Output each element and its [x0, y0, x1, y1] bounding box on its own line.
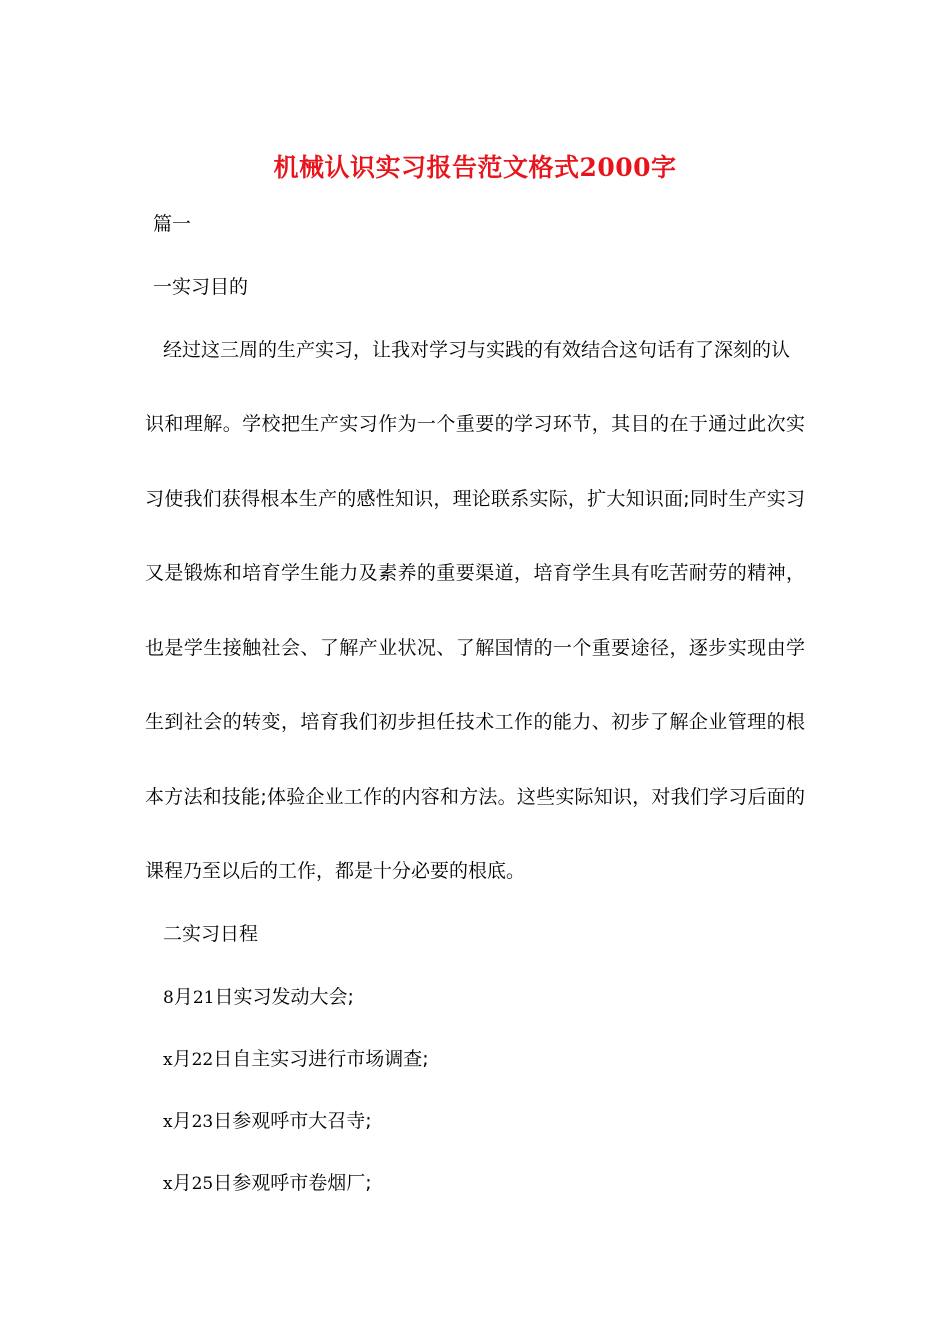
month-char: 月	[172, 1110, 192, 1132]
schedule-month: x	[163, 1174, 173, 1194]
schedule-event: 日参观呼市卷烟厂;	[213, 1172, 372, 1194]
schedule-item	[163, 1045, 429, 1074]
part-label: 篇一	[153, 213, 192, 235]
schedule-day: 25	[191, 1174, 214, 1194]
month-char: 月	[173, 986, 193, 1008]
schedule-item	[163, 1107, 372, 1136]
schedule-event: 日参观呼市大召寺;	[213, 1110, 372, 1132]
paragraph-line: 识和理解。学校把生产实习作为一个重要的学习环节，其目的在于通过此次实	[145, 413, 805, 435]
paragraph-line: 也是学生接触社会、了解产业状况、了解国情的一个重要途径，逐步实现由学	[145, 637, 805, 659]
section-heading-schedule: 二实习日程	[163, 923, 259, 945]
schedule-item	[163, 983, 354, 1012]
schedule-day: 23	[191, 1112, 214, 1132]
paragraph-line: 经过这三周的生产实习，让我对学习与实践的有效结合这句话有了深刻的认	[163, 339, 791, 361]
schedule-event: 日实习发动大会;	[214, 986, 354, 1008]
document-title: 机械认识实习报告范文格式2000字	[273, 153, 677, 182]
schedule-day: 22	[191, 1050, 214, 1070]
month-char: 月	[172, 1172, 192, 1194]
paragraph-line: 生到社会的转变，培育我们初步担任技术工作的能力、初步了解企业管理的根	[145, 711, 805, 733]
schedule-item	[163, 1169, 372, 1198]
paragraph-line: 习使我们获得根本生产的感性知识，理论联系实际，扩大知识面;同时生产实习	[145, 488, 805, 510]
schedule-day: 21	[192, 988, 215, 1008]
month-char: 月	[172, 1048, 192, 1070]
schedule-month: x	[163, 1050, 173, 1070]
schedule-event: 日自主实习进行市场调查;	[213, 1048, 429, 1070]
paragraph-line: 又是锻炼和培育学生能力及素养的重要渠道，培育学生具有吃苦耐劳的精神，	[145, 562, 805, 584]
paragraph-line: 课程乃至以后的工作，都是十分必要的根底。	[145, 860, 526, 882]
paragraph-line: 本方法和技能;体验企业工作的内容和方法。这些实际知识，对我们学习后面的	[145, 786, 805, 808]
schedule-month: 8	[163, 988, 174, 1008]
schedule-month: x	[163, 1112, 173, 1132]
section-heading-purpose: 一实习目的	[153, 276, 249, 298]
